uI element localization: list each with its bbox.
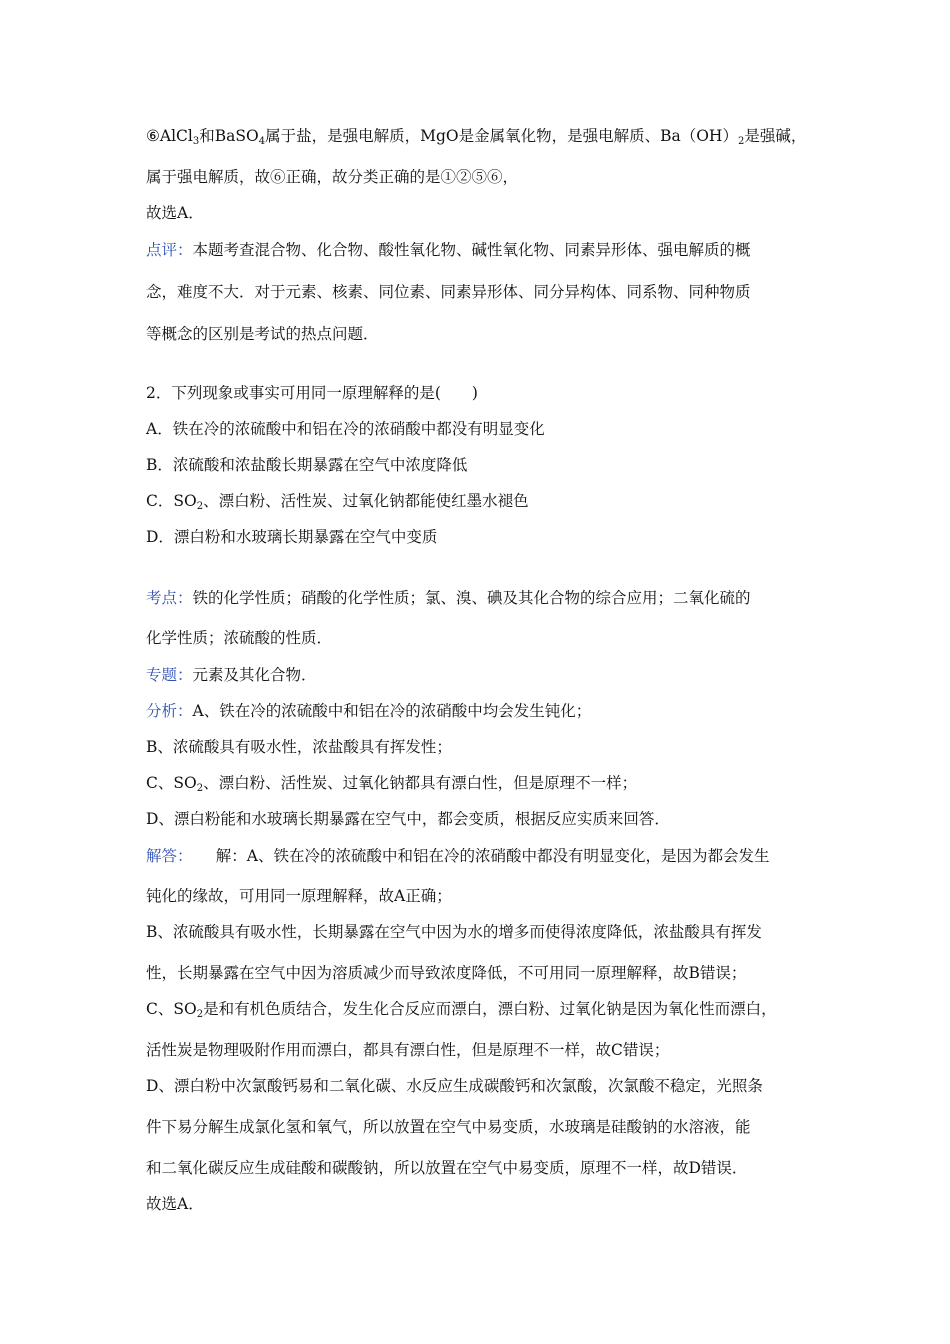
kaodian-line-2: 化学性质；浓硫酸的性质． [146, 629, 333, 647]
comment-line-3: 等概念的区别是考试的热点问题． [146, 325, 379, 343]
option-b: B．浓硫酸和浓盐酸长期暴露在空气中浓度降低 [146, 456, 468, 474]
jieda-line-7: D、漂白粉中次氯酸钙易和二氧化碳、水反应生成碳酸钙和次氯酸，次氯酸不稳定，光照条 [146, 1077, 763, 1095]
option-c: C．$SO_2$、漂白粉、活性炭、过氧化钠都能使红墨水褪色 [146, 492, 529, 512]
jieda-label: 解答： [146, 847, 185, 865]
fenxi-line-2: B、浓硫酸具有吸水性，浓盐酸具有挥发性； [146, 738, 452, 756]
jieda-line-9: 和二氧化碳反应生成硅酸和碳酸钠，所以放置在空气中易变质，原理不一样，故D错误． [146, 1159, 748, 1177]
jieda-line-2: 钝化的缘故，可用同一原理解释，故A正确； [146, 887, 452, 905]
option-a: A．铁在冷的浓硫酸中和铝在冷的浓硝酸中都没有明显变化 [146, 420, 545, 438]
kaodian-line-1: 考点：铁的化学性质；硝酸的化学性质；氯、溴、碘及其化合物的综合应用；二氧化硫的 [146, 589, 751, 607]
jieda-line-4: 性，长期暴露在空气中因为溶质减少而导致浓度降低，不可用同一原理解释，故B错误； [146, 964, 747, 982]
comment-label: 点评： [146, 241, 193, 259]
jieda-select: 故选A． [146, 1195, 204, 1213]
jieda-line-5: C、$SO_2$是和有机色质结合，发生化合反应而漂白，漂白粉、过氧化钠是因为氧化性而漂白， [146, 1000, 777, 1020]
zhuanti-label: 专题： [146, 666, 193, 684]
jieda-line-1: 解答： 解：A、铁在冷的浓硫酸中和铝在冷的浓硝酸中都没有明显变化，是因为都会发生 [146, 847, 770, 865]
fenxi-line-4: D、漂白粉能和水玻璃长期暴露在空气中，都会变质，根据反应实质来回答． [146, 810, 670, 828]
jieda-line-8: 件下易分解生成氯化氢和氧气，所以放置在空气中易变质，水玻璃是硅酸钠的水溶液，能 [146, 1118, 751, 1136]
option-d: D．漂白粉和水玻璃长期暴露在空气中变质 [146, 528, 438, 546]
fenxi-line-3: C、$SO_2$、漂白粉、活性炭、过氧化钠都具有漂白性，但是原理不一样； [146, 774, 638, 794]
jieda-line-6: 活性炭是物理吸附作用而漂白，都具有漂白性，但是原理不一样，故C错误； [146, 1041, 670, 1059]
jieda-line-3: B、浓硫酸具有吸水性，长期暴露在空气中因为水的增多而使得浓度降低，浓盐酸具有挥发 [146, 923, 762, 941]
answer-line-2: 属于强电解质，故⑥正确，故分类正确的是①②⑤⑥， [146, 168, 519, 186]
comment-line-1: 点评：本题考查混合物、化合物、酸性氧化物、碱性氧化物、同素异形体、强电解质的概 [146, 241, 751, 259]
fenxi-line-1: 分析：A、铁在冷的浓硫酸中和铝在冷的浓硝酸中均会发生钝化； [146, 702, 592, 720]
kaodian-label: 考点： [146, 589, 193, 607]
question-stem: 2．下列现象或事实可用同一原理解释的是( ) [146, 384, 478, 402]
fenxi-label: 分析： [146, 702, 193, 720]
comment-line-2: 念，难度不大．对于元素、核素、同位素、同素异形体、同分异构体、同系物、同种物质 [146, 283, 751, 301]
zhuanti-line: 专题：元素及其化合物． [146, 666, 317, 684]
answer-select: 故选A． [146, 204, 204, 222]
answer-line-1: ⑥AlCl$_3$和BaSO$_4$属于盐，是强电解质，MgO是金属氧化物，是强电解质、$Ba(OH)_2$是强碱， [146, 127, 807, 147]
